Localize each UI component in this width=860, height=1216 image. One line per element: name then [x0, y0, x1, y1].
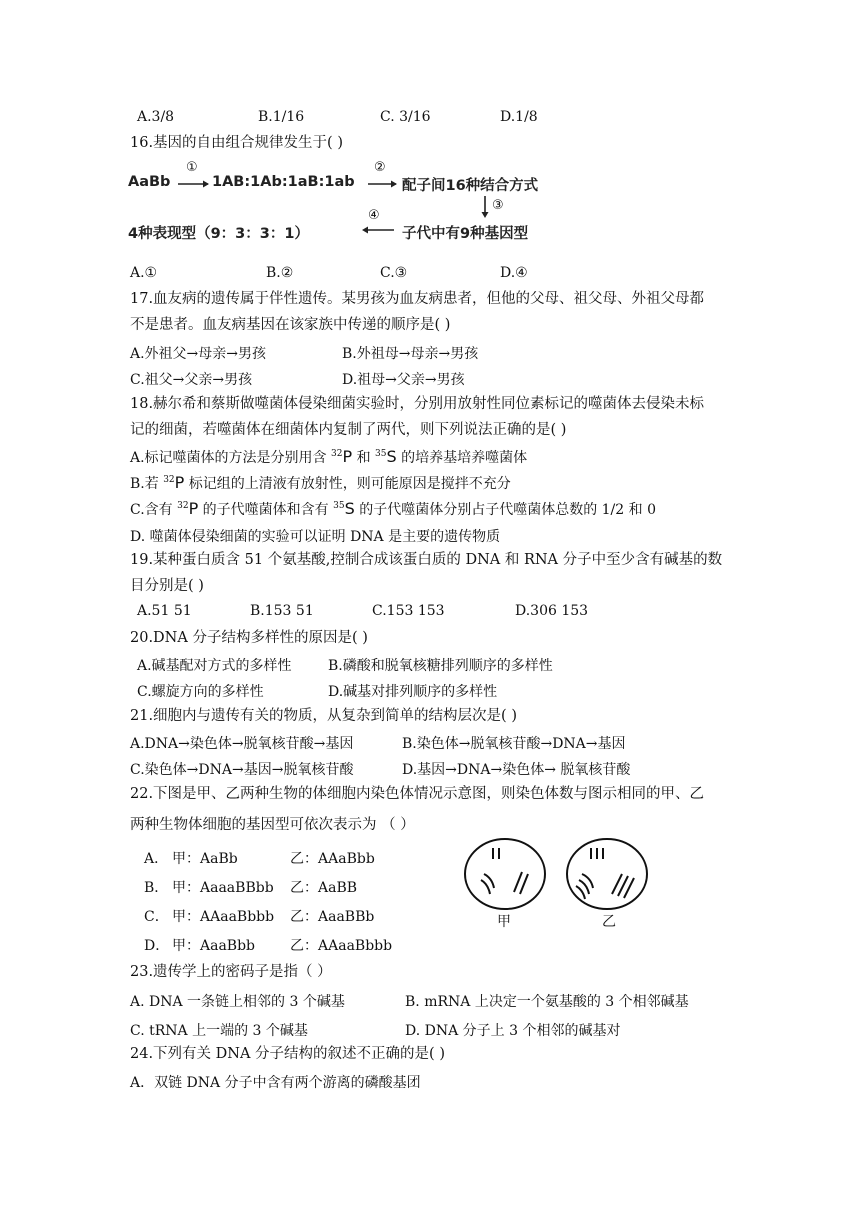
q16-stem: 16.基因的自由组合规律发生于( ) — [130, 135, 343, 151]
q22-option-b-letter: B． — [144, 880, 169, 896]
q15-option-b: B.1/16 — [258, 109, 305, 125]
flow-step-4: ④ — [368, 208, 380, 223]
q19-option-d: D.306 153 — [515, 603, 589, 619]
flow-combinations: 配子间16种结合方式 — [402, 178, 539, 194]
q19-option-c: C.153 153 — [372, 603, 445, 619]
q18-option-b: B.若 $^{32}$P 标记组的上清液有放射性，则可能原因是搅拌不充分 — [130, 473, 511, 492]
q23-option-a: A. DNA 一条链上相邻的 3 个碱基 — [130, 994, 345, 1010]
q17-stem-line2: 不是患者。血友病基因在该家族中传递的顺序是( ) — [130, 317, 451, 333]
q22-option-a-yi: 乙：AAaBbb — [290, 851, 375, 867]
q19-stem-line2: 目分别是( ) — [130, 578, 204, 594]
q16-option-d: D.④ — [500, 265, 528, 281]
q19-option-b: B.153 51 — [250, 603, 314, 619]
q22-option-b-jia: 甲：AaaaBBbb — [172, 880, 274, 896]
q17-stem-line1: 17.血友病的遗传属于伴性遗传。某男孩为血友病患者，但他的父母、祖父母、外祖父母都 — [130, 291, 705, 307]
flow-step-3: ③ — [492, 198, 504, 213]
flow-genotype: AaBb — [128, 174, 171, 190]
q22-option-a-letter: A． — [144, 851, 169, 867]
q15-option-d: D.1/8 — [500, 109, 538, 125]
q21-option-b: B.染色体→脱氧核苷酸→DNA→基因 — [402, 736, 626, 752]
q18-option-c: C.含有 $^{32}$P 的子代噬菌体和含有 $^{35}$S 的子代噬菌体分别占子代噬菌体总数的 1/2 和 0 — [130, 499, 656, 518]
q23-option-c: C. tRNA 上一端的 3 个碱基 — [130, 1023, 308, 1039]
q22-option-b-yi: 乙：AaBB — [290, 880, 358, 896]
q22-option-d-jia: 甲：AaaBbb — [172, 938, 256, 954]
cell-jia-label: 甲 — [497, 914, 511, 930]
q15-option-c: C. 3/16 — [380, 109, 431, 125]
q17-option-a: A.外祖父→母亲→男孩 — [130, 346, 267, 362]
q22-stem-line1: 22.下图是甲、乙两种生物的体细胞内染色体情况示意图，则染色体数与图示相同的甲、乙 — [130, 786, 705, 802]
q22-option-c-yi: 乙：AaaBBb — [290, 909, 375, 925]
q20-option-d: D.碱基对排列顺序的多样性 — [328, 684, 498, 700]
q21-option-a: A.DNA→染色体→脱氧核苷酸→基因 — [130, 736, 354, 752]
q23-option-d: D. DNA 分子上 3 个相邻的碱基对 — [405, 1023, 621, 1039]
cell-yi-label: 乙 — [602, 914, 616, 930]
q22-option-a-jia: 甲：AaBb — [172, 851, 238, 867]
q23-option-b: B. mRNA 上决定一个氨基酸的 3 个相邻碱基 — [405, 994, 689, 1010]
cell-jia-diagram — [462, 836, 548, 912]
cell-yi-diagram — [564, 836, 650, 912]
q22-stem-line2: 两种生物体细胞的基因型可依次表示为 （ ） — [130, 817, 415, 833]
q21-option-c: C.染色体→DNA→基因→脱氧核苷酸 — [130, 762, 354, 778]
flow-step-1: ① — [186, 160, 198, 175]
flow-step-2: ② — [374, 160, 386, 175]
q16-option-b: B.② — [266, 265, 294, 281]
q21-option-d: D.基因→DNA→染色体→ 脱氧核苷酸 — [402, 762, 631, 778]
q20-option-b: B.磷酸和脱氧核糖排列顺序的多样性 — [328, 658, 553, 674]
q17-option-c: C.祖父→父亲→男孩 — [130, 372, 253, 388]
q16-option-c: C.③ — [380, 265, 408, 281]
q22-option-c-jia: 甲：AAaaBbbb — [172, 909, 275, 925]
q18-option-d: D. 噬菌体侵染细菌的实验可以证明 DNA 是主要的遗传物质 — [130, 529, 501, 545]
q19-option-a: A.51 51 — [137, 603, 192, 619]
flow-arrow-3-icon — [478, 194, 492, 220]
q19-stem-line1: 19.某种蛋白质含 51 个氨基酸,控制合成该蛋白质的 DNA 和 RNA 分子中至少含有碱基的数 — [130, 552, 723, 568]
q17-option-d: D.祖母→父亲→男孩 — [342, 372, 465, 388]
flow-genotypes: 子代中有9种基因型 — [402, 226, 529, 242]
flow-phenotypes: 4种表现型（9：3：3：1） — [128, 226, 309, 242]
q16-option-a: A.① — [130, 265, 158, 281]
q24-option-a: A．双链 DNA 分子中含有两个游离的磷酸基团 — [130, 1075, 421, 1091]
q18-stem-line2: 记的细菌，若噬菌体在细菌体内复制了两代，则下列说法正确的是( ) — [130, 422, 567, 438]
q17-option-b: B.外祖母→母亲→男孩 — [342, 346, 479, 362]
q15-option-a: A.3/8 — [137, 109, 175, 125]
q23-stem: 23.遗传学上的密码子是指（ ） — [130, 964, 332, 980]
q20-option-a: A.碱基配对方式的多样性 — [137, 658, 292, 674]
flow-gametes: 1AB:1Ab:1aB:1ab — [212, 174, 355, 190]
q22-option-d-yi: 乙：AAaaBbbb — [290, 938, 393, 954]
q22-option-c-letter: C． — [144, 909, 169, 925]
q24-stem: 24.下列有关 DNA 分子结构的叙述不正确的是( ) — [130, 1046, 445, 1062]
q20-option-c: C.螺旋方向的多样性 — [137, 684, 264, 700]
q18-option-a: A.标记噬菌体的方法是分别用含 $^{32}$P 和 $^{35}$S 的培养基培养噬菌体 — [130, 447, 528, 466]
q21-stem: 21.细胞内与遗传有关的物质，从复杂到简单的结构层次是( ) — [130, 708, 517, 724]
q20-stem: 20.DNA 分子结构多样性的原因是( ) — [130, 630, 368, 646]
q18-stem-line1: 18.赫尔希和蔡斯做噬菌体侵染细菌实验时，分别用放射性同位素标记的噬菌体去侵染未标 — [130, 396, 705, 412]
q22-option-d-letter: D． — [144, 938, 170, 954]
